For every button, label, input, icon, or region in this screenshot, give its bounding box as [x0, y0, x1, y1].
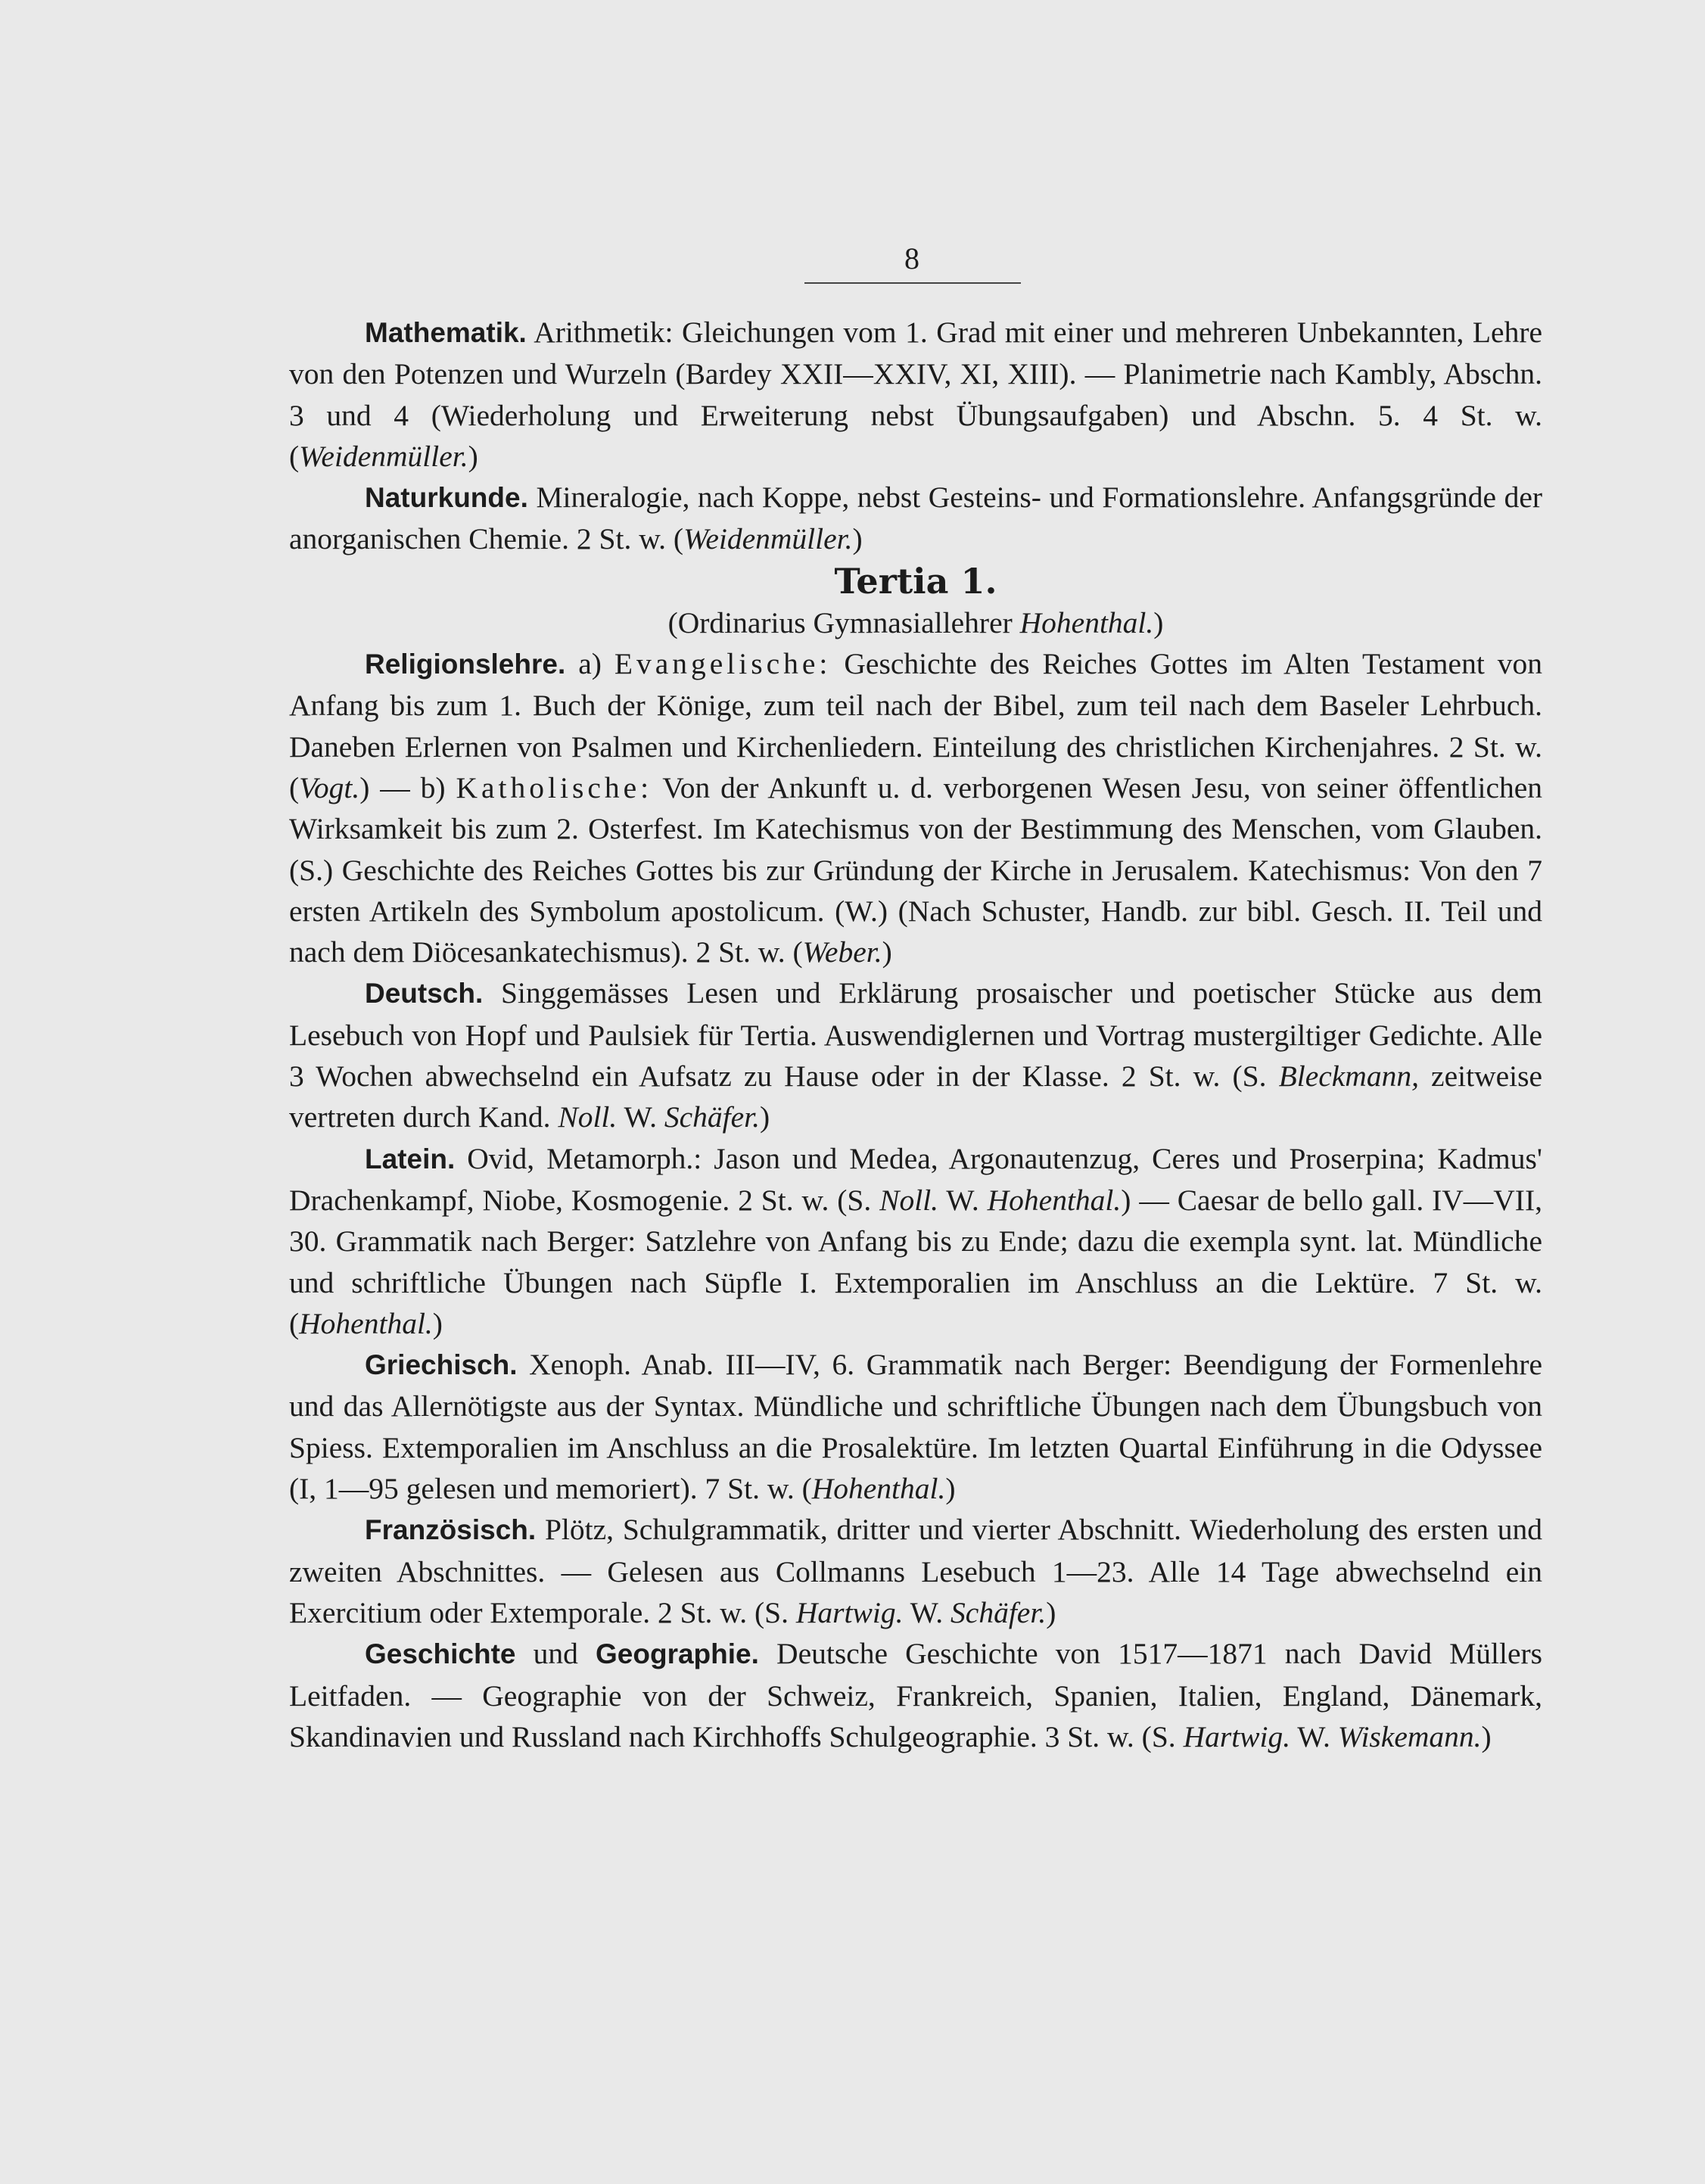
subject-heading-deutsch: Deutsch.: [365, 978, 484, 1010]
winter-label: W.: [1290, 1719, 1338, 1753]
paragraph-latein: [289, 1138, 1542, 1344]
teacher-name: Noll.: [879, 1183, 939, 1217]
teacher-name: Hohenthal.: [299, 1306, 433, 1340]
punctuation: ): [882, 935, 892, 969]
teacher-name: Hohenthal.: [987, 1183, 1122, 1217]
teacher-name: Schäfer.: [951, 1595, 1047, 1629]
deutsch-text: Singgemässes Lesen und Erklärung prosaischer und poetischer Stücke aus dem Lesebuch von Hopf und Paulsiek für Tertia. Auswendiglernen und Vortrag mustergiltiger Gedichte. Alle 3 Wochen abwechselnd ein Aufsatz zu Hause oder in der Klasse. 2 St. w. (S.: [289, 976, 1542, 1094]
paragraph-franzoesisch: [289, 1509, 1542, 1633]
subject-heading-geschichte: Geschichte: [365, 1638, 516, 1670]
teacher-name: Wiskemann.: [1337, 1719, 1482, 1753]
punctuation: ): [468, 439, 478, 473]
winter-label: W.: [938, 1183, 988, 1217]
paragraph-griechisch: [289, 1344, 1542, 1509]
winter-label: W.: [617, 1100, 664, 1134]
paragraph-mathematik: [289, 312, 1542, 477]
latein-text: ) — Caesar de bello gall. IV—VII, 30. Grammatik nach Berger: Satzlehre von Anfang bis zu Ende; dazu die exempla synt. lat. Mündliche und schriftliche Übungen nach Süpfle I. Extemporalien im Anschluss an die Lektüre. 7 St. w. (: [289, 1183, 1542, 1340]
winter-label: W.: [903, 1595, 951, 1629]
teacher-name: Noll.: [558, 1100, 618, 1134]
subject-heading-griechisch: Griechisch.: [365, 1349, 518, 1381]
teacher-name: Schäfer.: [664, 1100, 761, 1134]
page-body: [289, 312, 1542, 1757]
teacher-name: Bleckmann,: [1278, 1059, 1419, 1094]
religion-text: ) — b): [359, 770, 446, 804]
katholische-label: Katholische:: [456, 770, 653, 804]
punctuation: ): [1153, 605, 1164, 639]
conjunction: und: [515, 1637, 596, 1671]
ordinarius-line: [289, 602, 1542, 643]
punctuation: ): [852, 522, 863, 556]
franzoesisch-text: Plötz, Schulgrammatik, dritter und vierter Abschnitt. Wiederholung des ersten und zweiten Abschnittes. — Gelesen aus Collmanns Lesebuch 1—23. Alle 14 Tage abwechselnd ein Exercitium oder Extemporale. 2 St. w. (S.: [289, 1513, 1542, 1629]
griechisch-text: Xenoph. Anab. III—IV, 6. Grammatik nach Berger: Beendigung der Formenlehre und das Allernötigste aus der Syntax. Mündliche und schriftliche Übungen nach dem Übungsbuch von Spiess. Extemporalien im Anschluss an die Prosalektüre. Im letzten Quartal Einführung in die Odyssee (I, 1—95 gelesen und memoriert). 7 St. w. (: [289, 1348, 1542, 1506]
evangelische-label: Evangelische:: [614, 647, 832, 681]
page-number-rule: [804, 282, 1021, 284]
teacher-name: Weidenmüller.: [683, 522, 853, 556]
teacher-name: Hohenthal.: [811, 1472, 946, 1506]
page-number: 8: [904, 241, 919, 275]
geschichte-text: Deutsche Geschichte von 1517—1871 nach David Müllers Leitfaden. — Geographie von der Schweiz, Frankreich, Spanien, Italien, England, Dänemark, Skandinavien und Russland nach Kirchhoffs Schulgeographie. 3 St. w. (S.: [289, 1637, 1543, 1753]
subject-heading-religionslehre: Religionslehre.: [365, 649, 566, 680]
teacher-name: Weidenmüller.: [299, 439, 468, 473]
subject-heading-naturkunde: Naturkunde.: [365, 482, 528, 514]
ordinarius-name: Hohenthal.: [1019, 605, 1154, 639]
paragraph-naturkunde: [289, 477, 1542, 560]
paragraph-geschichte-geographie: [289, 1633, 1542, 1757]
religion-part-a: a): [578, 647, 602, 681]
teacher-name: Hartwig.: [1183, 1719, 1291, 1753]
subject-heading-geographie: Geographie.: [596, 1638, 759, 1670]
teacher-name: Weber.: [802, 935, 882, 969]
religion-text: Geschichte des Reiches Gottes im Alten Testament von Anfang bis zum 1. Buch der Könige, zum teil nach der Bibel, zum teil nach dem Baseler Lehrbuch. Daneben Erlernen von Psalmen und Kirchenliedern. Einteilung des christlichen Kirchenjahres. 2 St. w. (: [289, 647, 1543, 804]
paragraph-religionslehre: [289, 643, 1542, 972]
subject-heading-mathematik: Mathematik.: [365, 317, 527, 348]
ordinarius-text: (Ordinarius Gymnasiallehrer: [667, 605, 1020, 639]
latein-text: Ovid, Metamorph.: Jason und Medea, Argonautenzug, Ceres und Proserpina; Kadmus' Drachenkampf, Niobe, Kosmogenie. 2 St. w. (S.: [289, 1141, 1543, 1217]
punctuation: ): [760, 1100, 770, 1134]
naturkunde-text: Mineralogie, nach Koppe, nebst Gesteins- und Formationslehre. Anfangsgründe der anorganischen Chemie. 2 St. w. (: [289, 481, 1543, 556]
deutsch-text: zeitweise vertreten durch Kand.: [289, 1059, 1543, 1134]
punctuation: ): [1046, 1595, 1056, 1629]
teacher-name: Hartwig.: [795, 1595, 904, 1629]
punctuation: ): [432, 1306, 443, 1340]
religion-text: Von der Ankunft u. d. verborgenen Wesen Jesu, von seiner öffentlichen Wirksamkeit bis zum 2. Osterfest. Im Katechismus von der Bestimmung des Menschen, vom Glauben. (S.) Geschichte des Reiches Gottes bis zur Gründung der Kirche in Jerusalem. Katechismus: Von den 7 ersten Artikeln des Symbolum apostolicum. (W.) (Nach Schuster, Handb. zur bibl. Gesch. II. Teil und nach dem Diöcesankatechismus). 2 St. w. (: [289, 770, 1543, 969]
paragraph-deutsch: [289, 972, 1542, 1137]
punctuation: ): [945, 1472, 956, 1506]
section-title: Tertia 1.: [834, 560, 997, 602]
mathematik-text: Arithmetik: Gleichungen vom 1. Grad mit einer und mehreren Unbekannten, Lehre von den Potenzen und Wurzeln (Bardey XXII—XXIV, XI, XIII). — Planimetrie nach Kambly, Abschn. 3 und 4 (Wiederholung und Erweiterung nebst Übungsaufgaben) und Abschn. 5. 4 St. w. (: [289, 316, 1543, 473]
subject-heading-latein: Latein.: [365, 1143, 456, 1174]
teacher-name: Vogt.: [299, 770, 360, 804]
subject-heading-franzoesisch: Französisch.: [365, 1514, 537, 1546]
punctuation: ): [1481, 1719, 1492, 1753]
